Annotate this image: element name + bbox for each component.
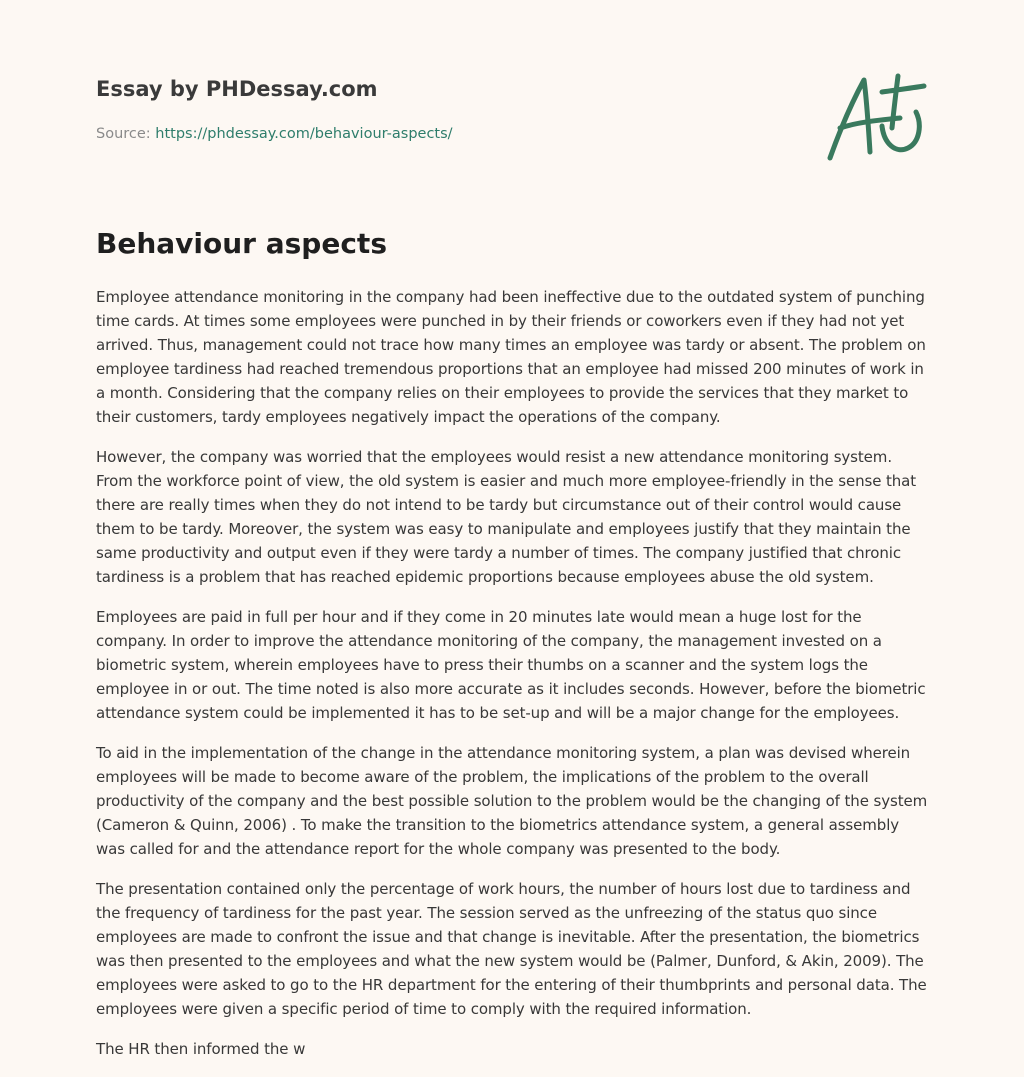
source-link[interactable]: https://phdessay.com/behaviour-aspects/ [155, 126, 453, 142]
a-plus-logo-icon [824, 68, 928, 164]
paragraph: However, the company was worried that the employees would resist a new attendance monitoring system. From the workforce point of view, the old system is easier and much more employee-friendly in the sense that there are really times when they do not intend to be tardy but circumstance out of their control would cause them to be tardy. Moreover, the system was easy to manipulate and employees justify that they maintain the same productivity and output even if they were tardy a number of times. The company justified that chronic tardiness is a problem that has reached epidemic proportions because employees abuse the old system. [96, 448, 917, 586]
page-header [96, 74, 936, 174]
paragraph: Employees are paid in full per hour and if they come in 20 minutes late would mean a huge lost for the company. In order to improve the attendance monitoring of the company, the management invested on a biometric system, wherein employees have to press their thumbs on a scanner and the system logs the employee in or out. The time noted is also more accurate as it includes seconds. However, before the biometric attendance system could be implemented it has to be set-up and will be a major change for the employees. [96, 608, 926, 722]
paragraph: Employee attendance monitoring in the company had been ineffective due to the outdated system of punching time cards. At times some employees were punched in by their friends or coworkers even if they had not yet arrived. Thus, management could not trace how many times an employee was tardy or absent. The problem on employee tardiness had reached tremendous proportions that an employee had missed 200 minutes of work in a month. Considering that the company relies on their employees to provide the services that they market to their customers, tardy employees negatively impact the operations of the company. [96, 288, 926, 426]
article-body [96, 285, 932, 1077]
paragraph: The HR then informed the w [96, 1040, 306, 1058]
source-label: Source: [96, 126, 156, 142]
paragraph: To aid in the implementation of the change in the attendance monitoring system, a plan was devised wherein employees will be made to become aware of the problem, the implications of the problem to the overall productivity of the company and the best possible solution to the problem would be the changing of the system (Cameron & Quinn, 2006) . To make the transition to the biometrics attendance system, a general assembly was called for and the attendance report for the whole company was presented to the body. [96, 744, 928, 858]
article-title: Behaviour aspects [96, 227, 387, 260]
paragraph: The presentation contained only the percentage of work hours, the number of hours lost due to tardiness and the frequency of tardiness for the past year. The session served as the unfreezing of the status quo since employees are made to confront the issue and that change is inevitable. After the presentation, the biometrics was then presented to the employees and what the new system would be (Palmer, Dunford, & Akin, 2009). The employees were asked to go to the HR department for the entering of their thumbprints and personal data. The employees were given a specific period of time to comply with the required information. [96, 880, 927, 1018]
brand-title: Essay by PHDessay.com [96, 77, 378, 101]
source-line [96, 124, 453, 144]
